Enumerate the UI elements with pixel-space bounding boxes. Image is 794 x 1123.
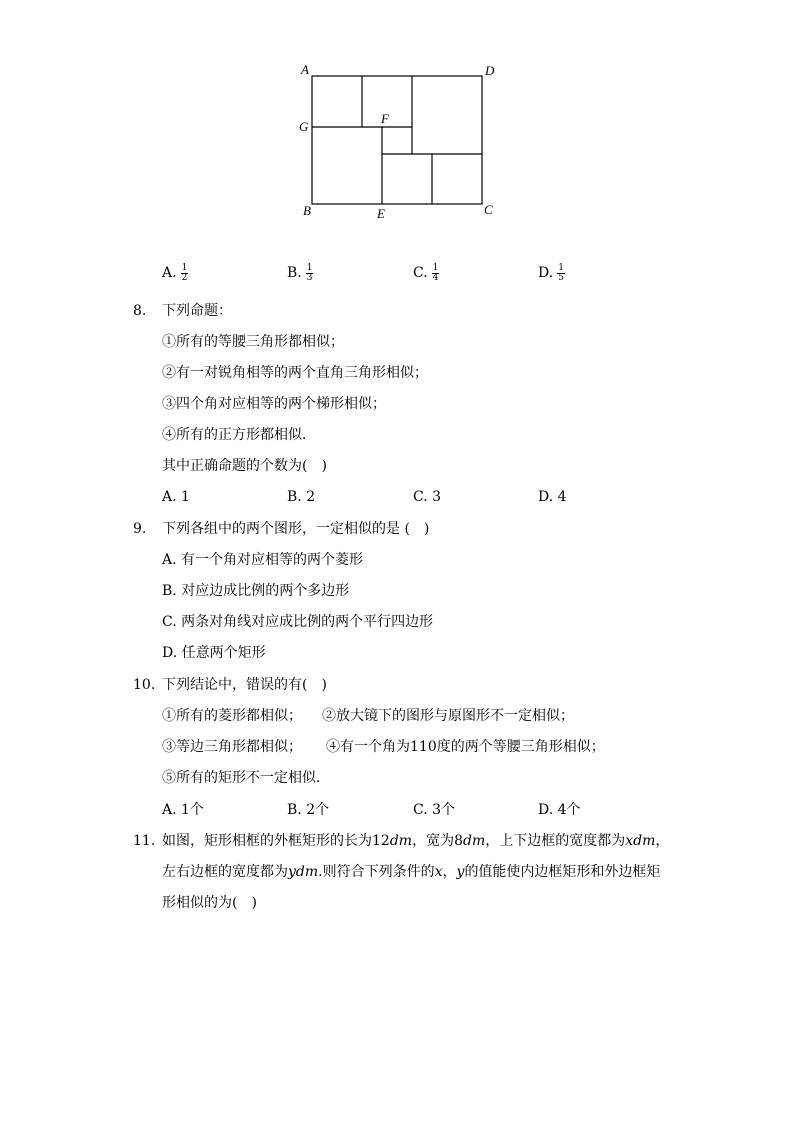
q8-option-d: D. 4 (538, 489, 567, 505)
geometry-figure (290, 60, 510, 225)
q7-option-c-letter: C. (413, 265, 428, 281)
q7-option-d (538, 263, 565, 283)
q9-stem: 下列各组中的两个图形，一定相似的是 ( ) (162, 521, 430, 537)
q8-question: 其中正确命题的个数为( ) (162, 458, 327, 474)
outer-square (312, 76, 482, 204)
q10-option-d: D. 4个 (538, 802, 581, 818)
q7-option-a-fraction: $\frac{1}{2}$ (181, 262, 188, 283)
q11-width-value: 8 (454, 833, 463, 849)
q11-line-1-text-d: ，宽为 (412, 833, 455, 849)
label-d: D (485, 63, 495, 78)
label-f: F (381, 111, 389, 126)
q7-option-a (162, 263, 188, 283)
q11-length-value: 12 (372, 833, 390, 849)
q8-item-1: ①所有的等腰三角形都相似； (162, 334, 344, 350)
q10-item-4: ④有一个角为110度的两个等腰三角形相似； (326, 739, 605, 755)
q9-option-d: D. 任意两个矩形 (162, 645, 266, 661)
q7-option-b (287, 263, 313, 283)
q11-line-2-text-c: .则符合下列条件的 (318, 864, 435, 880)
square-partition-diagram (290, 60, 510, 225)
q9-option-a: A. 有一个角对应相等的两个菱形 (162, 552, 364, 568)
q7-option-a-letter: A. (162, 265, 177, 281)
q10-stem: 下列结论中，错误的有( ) (162, 677, 327, 693)
q7-option-c-fraction: $\frac{1}{4}$ (432, 262, 439, 283)
q10-item-2: ②放大镜下的图形与原图形不一定相似； (322, 708, 574, 724)
q8-item-4: ④所有的正方形都相似． (162, 427, 316, 443)
q8-option-b: B. 2 (287, 489, 316, 505)
q8-option-a: A. 1 (162, 489, 190, 505)
q7-option-b-letter: B. (287, 265, 302, 281)
q7-option-c (413, 263, 439, 283)
label-g: G (299, 119, 309, 134)
q9-option-c: C. 两条对角线对应成比例的两个平行四边形 (162, 614, 434, 630)
q10-item-3: ③等边三角形都相似； (162, 739, 302, 755)
q11-y-variable: ydm (288, 864, 319, 880)
q11-line-2-text-e: ， (442, 864, 457, 880)
q10-item-5: ⑤所有的矩形不一定相似． (162, 770, 330, 786)
q10-option-a: A. 1个 (162, 802, 204, 818)
q11-line-2 (162, 862, 660, 882)
q11-line-1-text-i: ， (655, 833, 670, 849)
q11-number: 11. (133, 833, 156, 849)
q8-option-c: C. 3 (413, 489, 442, 505)
q9-option-b: B. 对应边成比例的两个多边形 (162, 583, 350, 599)
q11-line-3: 形相似的为( ) (162, 895, 257, 911)
q8-item-3: ③四个角对应相等的两个梯形相似； (162, 396, 386, 412)
q10-option-c: C. 3个 (413, 802, 456, 818)
q11-line-1 (162, 831, 669, 851)
q11-length-unit: dm (389, 833, 413, 849)
q9-number: 9. (133, 521, 147, 537)
q11-line-2-text-a: 左右边框的宽度都为 (162, 864, 288, 880)
label-b: B (303, 203, 311, 218)
q11-line-1-text-a: 如图，矩形相框的外框矩形的长为 (162, 833, 372, 849)
q11-line-1-text-g: ，上下边框的宽度都为 (485, 833, 626, 849)
q8-item-2: ②有一对锐角相等的两个直角三角形相似； (162, 365, 428, 381)
label-e: E (377, 206, 385, 221)
label-a: A (301, 62, 309, 77)
q11-width-unit: dm (463, 833, 486, 849)
q11-x-symbol: x (434, 864, 443, 880)
q10-item-1: ①所有的菱形都相似； (162, 708, 302, 724)
q11-y-symbol: y (456, 864, 465, 880)
q11-line-2-text-g: 的值能使内边框矩形和外边框矩 (464, 864, 661, 880)
q10-number: 10. (133, 677, 156, 693)
q8-number: 8. (133, 303, 147, 319)
q11-x-variable: xdm (625, 833, 656, 849)
q8-stem: 下列命题： (162, 303, 232, 319)
q10-option-b: B. 2个 (287, 802, 330, 818)
label-c: C (484, 202, 493, 217)
q7-option-b-fraction: $\frac{1}{3}$ (306, 262, 313, 283)
q7-option-d-letter: D. (538, 265, 554, 281)
q7-option-d-fraction: $\frac{1}{5}$ (558, 262, 564, 283)
